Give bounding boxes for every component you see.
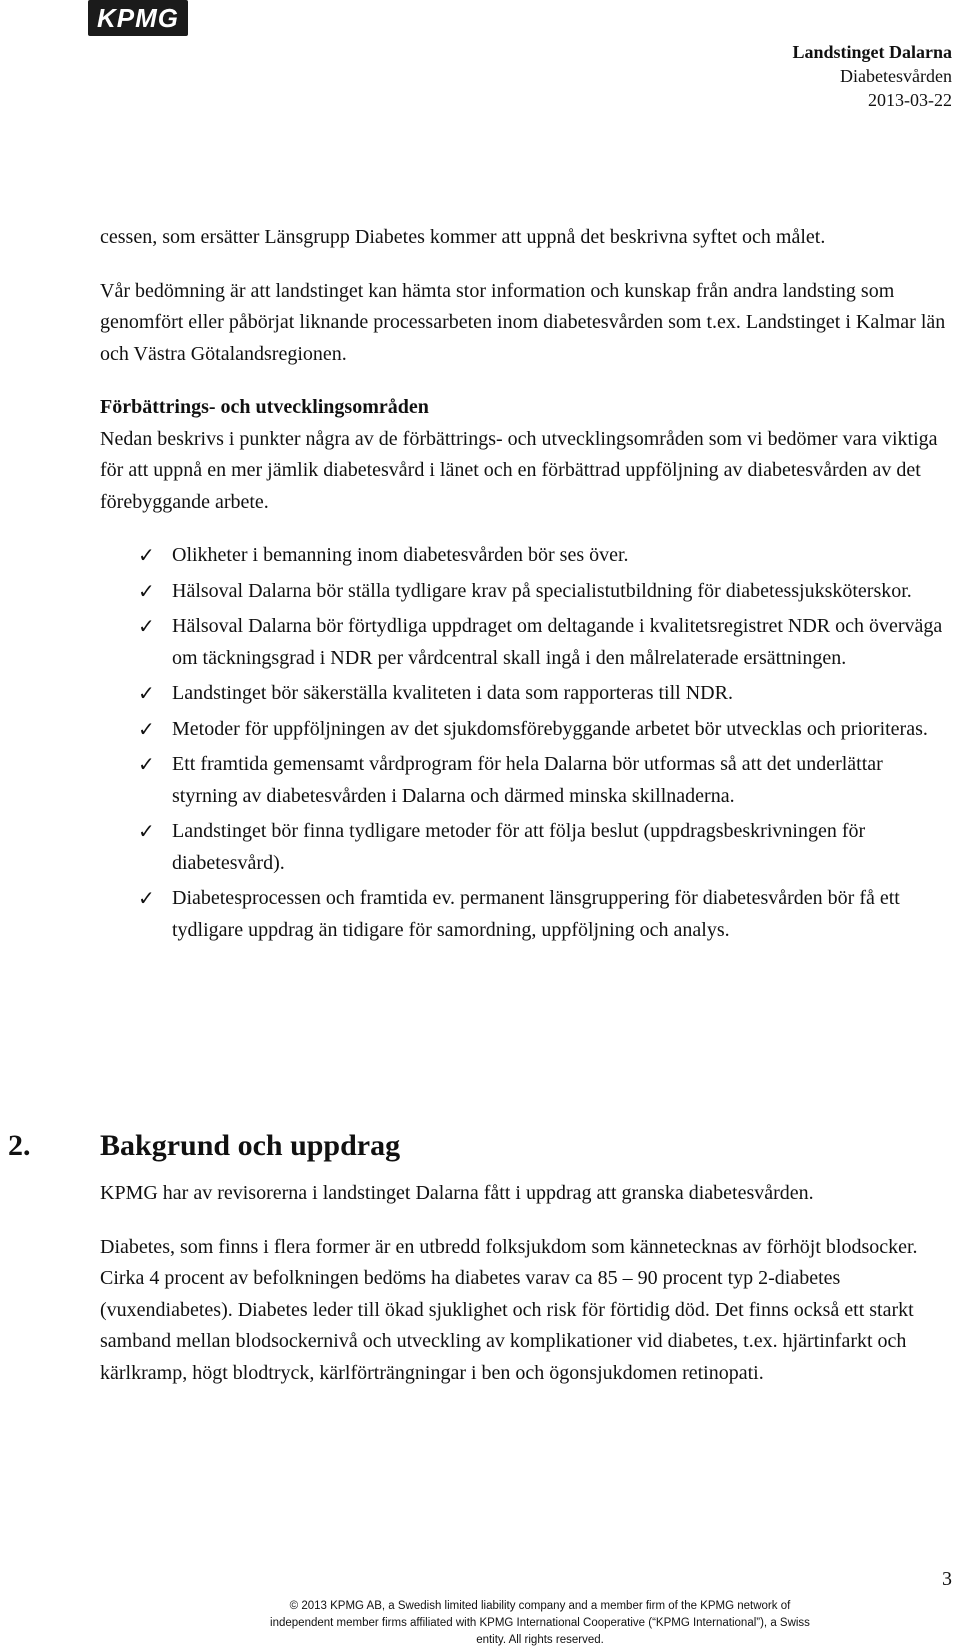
checkmark-icon: ✓ bbox=[138, 886, 155, 910]
header-subject: Diabetesvården bbox=[840, 66, 952, 86]
list-item bbox=[100, 883, 950, 946]
paragraph-diabetes-background: Diabetes, som finns i flera former är en utbredd folksjukdom som kännetecknas av förhöjt blodsocker. Cirka 4 procent av befolkningen bedöms ha diabetes varav ca 85 – 90 procent typ 2-diabetes (vuxendiabetes). Diabetes leder till ökad sjuklighet och risk för förtidig död. Det finns också ett starkt samband mellan blodsockernivå och utveckling av komplikationer vid diabetes, t.ex. hjärtinfarkt och kärlkramp, högt blodtryck, kärlförträngningar i ben och ögonsjukdomen retinopati. bbox=[100, 1235, 918, 1384]
section-heading bbox=[8, 1126, 400, 1166]
copyright-footer: © 2013 KPMG AB, a Swedish limited liability company and a member firm of the KPMG network of independent member firms affiliated with KPMG International Cooperative (“KPMG International”), a Swiss entity. All rights reserved. bbox=[270, 1600, 810, 1646]
list-item bbox=[100, 611, 950, 674]
list-item-text: Ett framtida gemensamt vårdprogram för hela Dalarna bör utformas så att det underlättar styrning av diabetesvården i Dalarna och därmed minska skillnaderna. bbox=[172, 753, 883, 807]
list-item bbox=[100, 678, 950, 710]
recommendation-list bbox=[100, 540, 950, 946]
subheading-improvement-areas: Förbättrings- och utvecklingsområden bbox=[100, 396, 429, 418]
list-item-text: Hälsoval Dalarna bör förtydliga uppdraget om deltagande i kvalitetsregistret NDR och överväga om täckningsgrad i NDR per vårdcentral skall ingå i den målrelaterade ersättningen. bbox=[172, 615, 943, 669]
document-header bbox=[792, 40, 952, 112]
section-number: 2. bbox=[8, 1129, 31, 1162]
kpmg-logo: KPMG bbox=[88, 0, 188, 36]
list-item bbox=[100, 540, 950, 572]
checkmark-icon: ✓ bbox=[138, 716, 155, 741]
page-number: 3 bbox=[942, 1568, 952, 1590]
list-item bbox=[100, 714, 950, 746]
paragraph-continuation: cessen, som ersätter Länsgrupp Diabetes kommer att uppnå det beskrivna syftet och målet. bbox=[100, 226, 826, 248]
list-item-text: Landstinget bör säkerställa kvaliteten i data som rapporteras till NDR. bbox=[172, 682, 733, 704]
list-item-text: Diabetesprocessen och framtida ev. permanent länsgruppering för diabetesvården bör få ett tydligare uppdrag än tidigare för samordning, uppföljning och analys. bbox=[172, 887, 900, 941]
section-title: Bakgrund och uppdrag bbox=[100, 1129, 401, 1162]
header-organization: Landstinget Dalarna bbox=[792, 42, 952, 62]
list-item bbox=[100, 576, 950, 608]
checkmark-icon: ✓ bbox=[138, 578, 155, 603]
list-item-text: Metoder för uppföljningen av det sjukdomsförebyggande arbetet bör utvecklas och prioriteras. bbox=[172, 717, 928, 740]
list-item-text: Hälsoval Dalarna bör ställa tydligare krav på specialistutbildning för diabetessjuksköterskor. bbox=[172, 579, 912, 602]
list-item bbox=[100, 749, 950, 812]
header-date: 2013-03-22 bbox=[868, 90, 952, 110]
list-item-text: Olikheter i bemanning inom diabetesvården bör ses över. bbox=[172, 544, 629, 566]
checkmark-icon: ✓ bbox=[138, 819, 155, 843]
paragraph-assignment: KPMG har av revisorerna i landstinget Dalarna fått i uppdrag att granska diabetesvården. bbox=[100, 1182, 814, 1204]
paragraph-improvement-intro: Nedan beskrivs i punkter några av de förbättrings- och utvecklingsområden som vi bedömer vara viktiga för att uppnå en mer jämlik diabetesvård i länet och en förbättrad uppföljning av diabetesvården av det förebyggande arbete. bbox=[100, 427, 938, 513]
list-item bbox=[100, 816, 950, 879]
checkmark-icon: ✓ bbox=[138, 543, 155, 567]
paragraph-assessment: Vår bedömning är att landstinget kan hämta stor information och kunskap från andra landsting som genomfört eller påbörjat liknande processarbeten inom diabetesvården som t.ex. Landstinget i Kalmar län och Västra Götalandsregionen. bbox=[100, 279, 946, 365]
section-body bbox=[100, 1178, 950, 1389]
checkmark-icon: ✓ bbox=[138, 614, 155, 638]
list-item-text: Landstinget bör finna tydligare metoder för att följa beslut (uppdragsbeskrivningen för diabetesvård). bbox=[172, 820, 866, 874]
body-content bbox=[100, 222, 950, 950]
checkmark-icon: ✓ bbox=[138, 752, 155, 776]
checkmark-icon: ✓ bbox=[138, 681, 155, 705]
